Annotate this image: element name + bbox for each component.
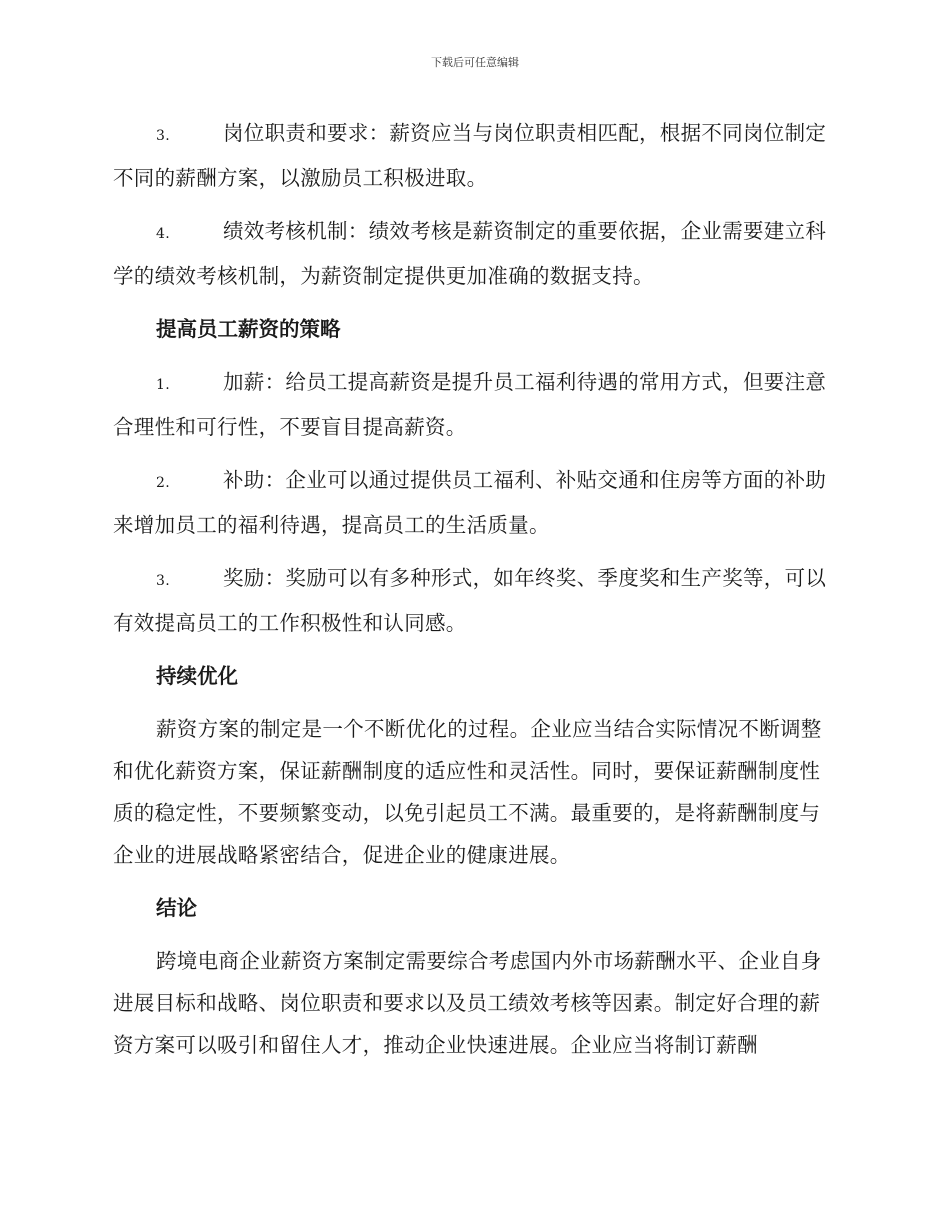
- list-item-raise: [113, 361, 833, 448]
- list-item-text: 加薪：给员工提高薪资是提升员工福利待遇的常用方式，但要注意合理性和可行性，不要盲目提高薪资。: [113, 370, 827, 439]
- list-item-responsibilities: [113, 112, 833, 199]
- list-number: 3.: [156, 128, 170, 144]
- list-number: 1.: [156, 377, 170, 393]
- list-item-performance: [113, 210, 833, 297]
- list-number: 4.: [156, 226, 170, 242]
- list-item-bonus: [113, 557, 833, 644]
- section-heading-conclusion: 结论: [156, 896, 197, 920]
- document-body: [113, 112, 833, 1077]
- list-item-text: 奖励：奖励可以有多种形式，如年终奖、季度奖和生产奖等，可以有效提高员工的工作积极性和认同感。: [113, 566, 827, 635]
- paragraph-conclusion: 跨境电商企业薪资方案制定需要综合考虑国内外市场薪酬水平、企业自身进展目标和战略、岗位职责和要求以及员工绩效考核等因素。制定好合理的薪资方案可以吸引和留住人才，推动企业快速进展。企业应当将制订薪酬: [113, 949, 822, 1057]
- list-item-text: 绩效考核机制：绩效考核是薪资制定的重要依据，企业需要建立科学的绩效考核机制，为薪资制定提供更加准确的数据支持。: [113, 219, 827, 288]
- section-heading-optimize: 持续优化: [156, 664, 238, 688]
- list-item-subsidy: [113, 459, 833, 546]
- list-number: 3.: [156, 573, 170, 589]
- paragraph-optimize: 薪资方案的制定是一个不断优化的过程。企业应当结合实际情况不断调整和优化薪资方案，保证薪酬制度的适应性和灵活性。同时，要保证薪酬制度性质的稳定性，不要频繁变动，以免引起员工不满。最重要的，是将薪酬制度与企业的进展战略紧密结合，促进企业的健康进展。: [113, 717, 822, 867]
- list-item-text: 岗位职责和要求：薪资应当与岗位职责相匹配，根据不同岗位制定不同的薪酬方案，以激励员工积极进取。: [113, 121, 827, 190]
- list-number: 2.: [156, 475, 170, 491]
- section-heading-strategy: 提高员工薪资的策略: [156, 317, 341, 341]
- page-header: 下载后可任意编辑: [431, 56, 519, 69]
- list-item-text: 补助：企业可以通过提供员工福利、补贴交通和住房等方面的补助来增加员工的福利待遇，提高员工的生活质量。: [113, 468, 827, 537]
